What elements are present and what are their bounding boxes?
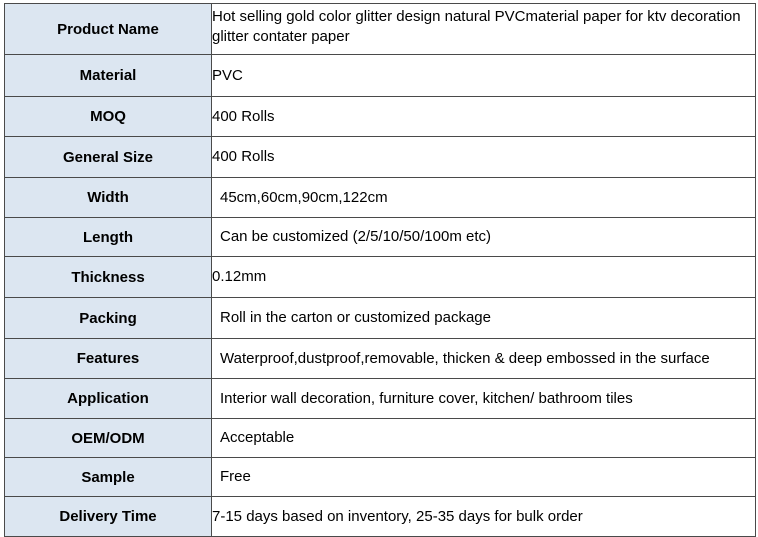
row-value: 0.12mm	[212, 257, 756, 298]
row-label: Application	[5, 379, 212, 419]
row-value: 7-15 days based on inventory, 25-35 days for bulk order	[212, 497, 756, 537]
row-label: OEM/ODM	[5, 419, 212, 458]
table-row	[5, 458, 756, 497]
row-label: Thickness	[5, 257, 212, 298]
row-value: Free	[212, 458, 756, 497]
row-value: Hot selling gold color glitter design natural PVCmaterial paper for ktv decoration glitter contater paper	[212, 4, 756, 55]
row-label: Features	[5, 339, 212, 379]
row-label: Length	[5, 218, 212, 257]
table-row	[5, 257, 756, 298]
table-row	[5, 218, 756, 257]
row-label: MOQ	[5, 97, 212, 137]
row-label: Product Name	[5, 4, 212, 55]
row-value: Acceptable	[212, 419, 756, 458]
row-value: Interior wall decoration, furniture cover, kitchen/ bathroom tiles	[212, 379, 756, 419]
table-row	[5, 55, 756, 97]
row-label: Packing	[5, 298, 212, 339]
table-row	[5, 4, 756, 55]
table-row	[5, 339, 756, 379]
table-row	[5, 137, 756, 178]
row-value: Roll in the carton or customized package	[212, 298, 756, 339]
table-row	[5, 298, 756, 339]
row-value: PVC	[212, 55, 756, 97]
row-label: General Size	[5, 137, 212, 178]
table-row	[5, 97, 756, 137]
table-row	[5, 379, 756, 419]
table-row	[5, 419, 756, 458]
row-label: Sample	[5, 458, 212, 497]
row-value: 400 Rolls	[212, 97, 756, 137]
row-label: Material	[5, 55, 212, 97]
product-spec-table	[4, 3, 756, 537]
row-label: Width	[5, 178, 212, 218]
row-label: Delivery Time	[5, 497, 212, 537]
row-value: 400 Rolls	[212, 137, 756, 178]
table-row	[5, 497, 756, 537]
row-value: Waterproof,dustproof,removable, thicken & deep embossed in the surface	[212, 339, 756, 379]
table-row	[5, 178, 756, 218]
row-value: Can be customized (2/5/10/50/100m etc)	[212, 218, 756, 257]
row-value: 45cm,60cm,90cm,122cm	[212, 178, 756, 218]
